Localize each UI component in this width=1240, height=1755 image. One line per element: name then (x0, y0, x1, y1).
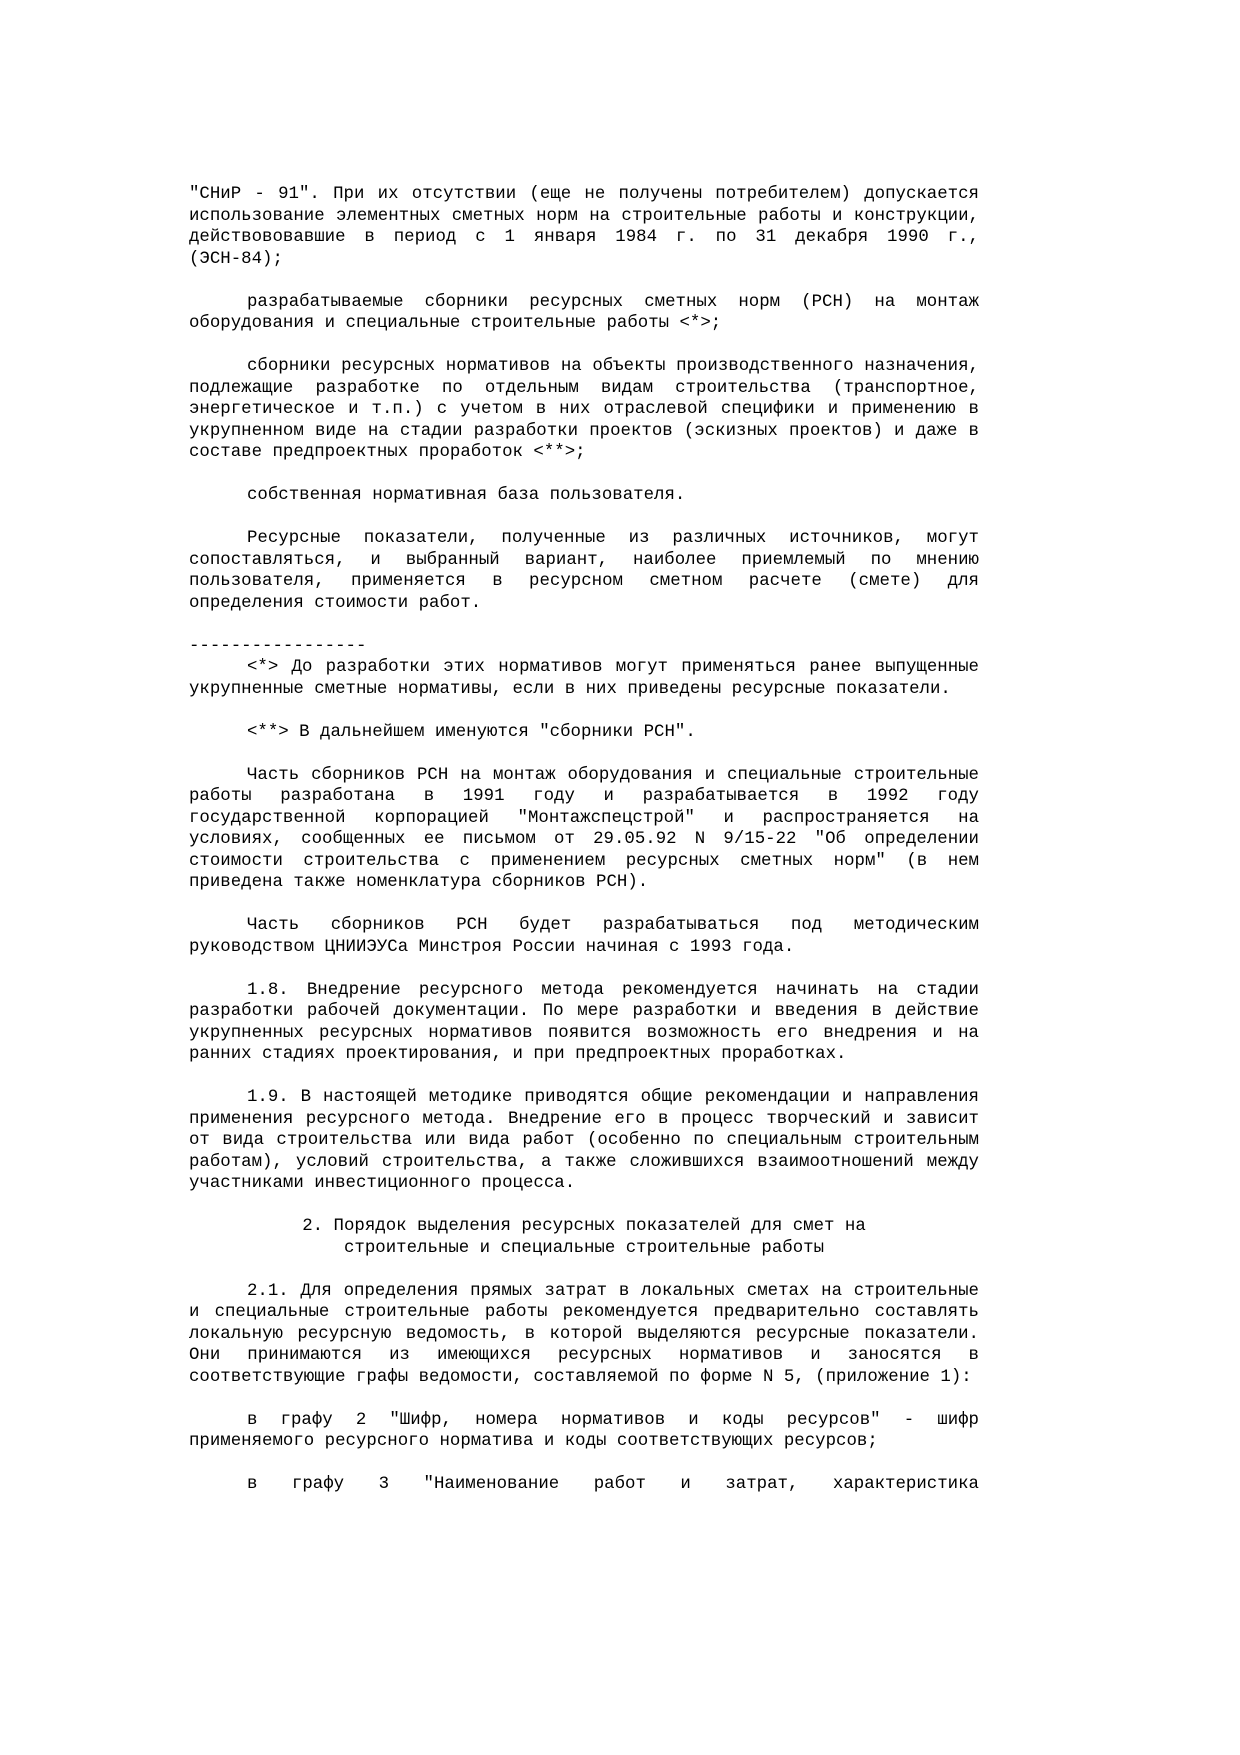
paragraph-resource-normatives: сборники ресурсных нормативов на объекты производственного назначения, подлежащие разработке по отдельным видам строительства (транспортное, энергетическое и т.п.) с учетом в них отраслевой специфики и применению в укрупненном виде на стадии разработки проектов (эскизных проектов) и даже в составе предпроектных проработок <**>; (189, 357, 979, 462)
footnote-separator: ----------------- (189, 636, 367, 656)
footnote-2: <**> В дальнейшем именуются "сборники РСН". (247, 722, 696, 742)
paragraph-tsniieus: Часть сборников РСН будет разрабатываться под методическим руководством ЦНИИЭУСа Минстроя России начиная с 1993 года. (189, 916, 979, 957)
footnote-1: <*> До разработки этих нормативов могут применяться ранее выпущенные укрупненные сметные нормативы, если в них приведены ресурсные показатели. (189, 658, 979, 699)
paragraph-column-2: в графу 2 "Шифр, номера нормативов и коды ресурсов" - шифр применяемого ресурсного норматива и коды соответствующих ресурсов; (189, 1410, 979, 1451)
section-heading (189, 1216, 979, 1259)
paragraph-resource-indicators: Ресурсные показатели, полученные из различных источников, могут сопоставляться, и выбранный вариант, наиболее приемлемый по мнению пользователя, применяется в ресурсном сметном расчете (смете) для определения стоимости работ. (189, 529, 979, 613)
paragraph-montazhspetsstroy: Часть сборников РСН на монтаж оборудования и специальные строительные работы разработана в 1991 году и разрабатывается в 1992 году государственной корпорацией "Монтажспецстрой" и распространяется на условиях, сообщенных ее письмом от 29.05.92 N 9/15-22 "Об определении стоимости строительства с применением ресурсных сметных норм" (в нем приведена также номенклатура сборников РСН). (189, 765, 979, 892)
paragraph-2-1: 2.1. Для определения прямых затрат в локальных сметах на строительные и специальные строительные работы рекомендуется предварительно составлять локальную ресурсную ведомость, в которой выделяются ресурсные показатели. Они принимаются из имеющихся ресурсных нормативов и заносятся в соответствующие графы ведомости, составляемой по форме N 5, (приложение 1): (189, 1281, 979, 1387)
paragraph-1-8: 1.8. Внедрение ресурсного метода рекомендуется начинать на стадии разработки рабочей документации. По мере разработки и введения в действие укрупненных ресурсных нормативов появится возможность его внедрения и на ранних стадиях проектирования, и при предпроектных проработках. (189, 980, 979, 1064)
paragraph-snip-continuation: "СНиР - 91". При их отсутствии (еще не получены потребителем) допускается использование элементных сметных норм на строительные работы и конструкции, действововавшие в период с 1 января 1984 г. по 31 декабря 1990 г., (ЭСН-84); (189, 185, 979, 269)
paragraph-rsn-collections: разрабатываемые сборники ресурсных сметных норм (РСН) на монтаж оборудования и специальные строительные работы <*>; (189, 292, 979, 333)
section-heading-line1: 2. Порядок выделения ресурсных показателей для смет на (302, 1217, 866, 1236)
document-page (189, 184, 979, 1517)
paragraph-user-base: собственная нормативная база пользователя. (247, 486, 686, 505)
paragraph-1-9: 1.9. В настоящей методике приводятся общие рекомендации и направления применения ресурсного метода. Внедрение его в процесс творческий и зависит от вида строительства или вида работ (особенно по специальным строительным работам), условий строительства, а также сложившихся взаимоотношений между участниками инвестиционного процесса. (189, 1088, 979, 1193)
paragraph-column-3: в графу 3 "Наименование работ и затрат, характеристика (247, 1475, 979, 1494)
section-heading-line2: строительные и специальные строительные работы (343, 1238, 825, 1258)
